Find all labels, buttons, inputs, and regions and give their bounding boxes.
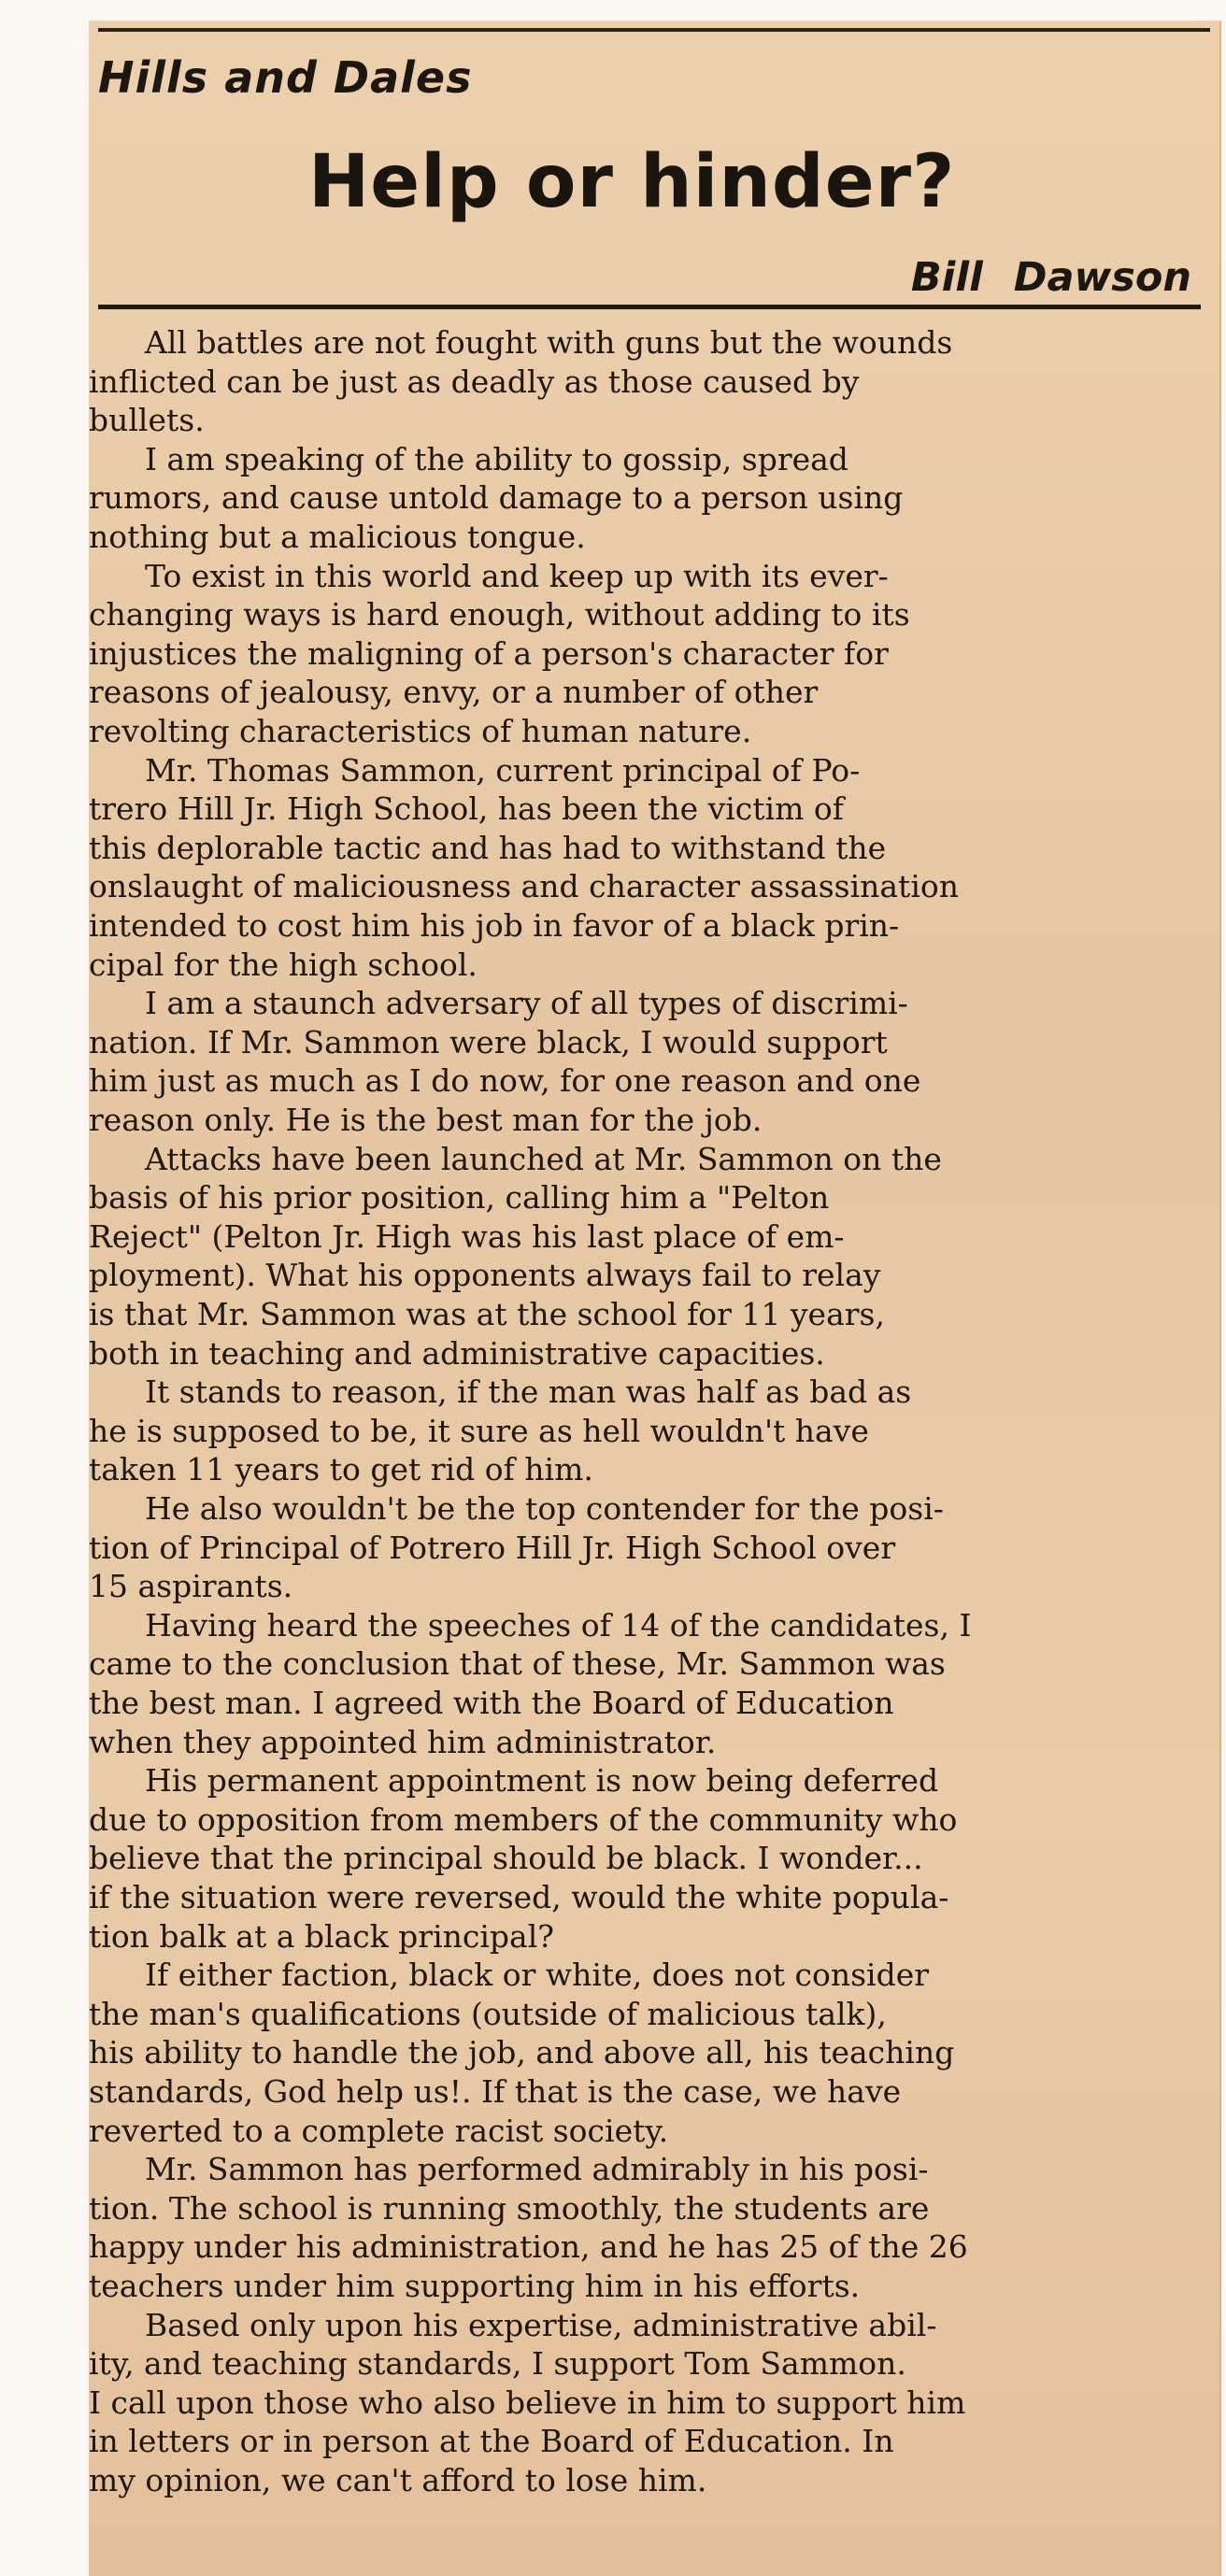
article-line: He also wouldn't be the top contender for the posi- — [145, 1490, 944, 1527]
article-line: ity, and teaching standards, I support Tom Sammon. — [89, 2345, 906, 2382]
article-line: All battles are not fought with guns but the wounds — [145, 324, 953, 361]
article-line: bullets. — [89, 402, 205, 438]
article-line: I am speaking of the ability to gossip, spread — [145, 441, 848, 477]
article-line: tion. The school is running smoothly, the students are — [89, 2190, 930, 2227]
article-line: believe that the principal should be black. I wonder... — [89, 1840, 923, 1876]
article-line: It stands to reason, if the man was half as bad as — [145, 1373, 912, 1410]
article-line: Having heard the speeches of 14 of the candidates, I — [145, 1607, 972, 1644]
article-line: due to opposition from members of the community who — [89, 1801, 958, 1838]
article-line: reasons of jealousy, envy, or a number of other — [89, 674, 819, 710]
article-line: Mr. Sammon has performed admirably in his posi- — [145, 2151, 929, 2187]
article-line: I call upon those who also believe in him to support him — [89, 2384, 966, 2421]
article-line: both in teaching and administrative capacities. — [89, 1335, 825, 1372]
article-line: when they appointed him administrator. — [89, 1724, 717, 1760]
article-line: Mr. Thomas Sammon, current principal of Po- — [145, 752, 861, 789]
article-line: revolting characteristics of human nature. — [89, 713, 752, 749]
article-line: came to the conclusion that of these, Mr. Sammon was — [89, 1645, 946, 1682]
article-line: teachers under him supporting him in his efforts. — [89, 2268, 861, 2304]
article-line: trero Hill Jr. High School, has been the victim of — [89, 790, 844, 827]
article-line: reason only. He is the best man for the job. — [89, 1102, 763, 1138]
article-line: If either faction, black or white, does not consider — [145, 1957, 930, 1993]
article-line: changing ways is hard enough, without adding to its — [89, 596, 910, 633]
newspaper-clipping — [89, 21, 1219, 2576]
article-line: nation. If Mr. Sammon were black, I would support — [89, 1024, 888, 1060]
article-line: Reject" (Pelton Jr. High was his last place of em- — [89, 1218, 845, 1255]
article-line: if the situation were reversed, would the white popula- — [89, 1879, 949, 1915]
article-line: he is supposed to be, it sure as hell wouldn't have — [89, 1413, 869, 1449]
article-line: my opinion, we can't afford to lose him. — [89, 2462, 707, 2498]
article-line: 15 aspirants. — [89, 1568, 293, 1604]
article-line: happy under his administration, and he has 25 of the 26 — [89, 2228, 968, 2265]
article-line: To exist in this world and keep up with its ever- — [145, 558, 889, 594]
article-line: is that Mr. Sammon was at the school for 11 years, — [89, 1296, 885, 1332]
article-line: the man's qualifications (outside of malicious talk), — [89, 1996, 887, 2032]
article-line: inflicted can be just as deadly as those caused by — [89, 363, 860, 400]
article-line: this deplorable tactic and has had to withstand the — [89, 830, 887, 866]
article-line: standards, God help us!. If that is the case, we have — [89, 2073, 902, 2110]
article-line: injustices the maligning of a person's character for — [89, 635, 889, 672]
top-rule — [98, 28, 1210, 32]
article-line: His permanent appointment is now being deferred — [145, 1762, 939, 1799]
article-line: tion of Principal of Potrero Hill Jr. High School over — [89, 1530, 896, 1566]
article-line: I am a staunch adversary of all types of discrimi- — [145, 985, 908, 1021]
article-line: reverted to a complete racist society. — [89, 2113, 669, 2149]
article-line: nothing but a malicious tongue. — [89, 519, 586, 555]
byline-rule — [98, 305, 1201, 309]
column-title: Hills and Dales — [98, 52, 473, 103]
article-line: onslaught of maliciousness and character assassination — [89, 868, 959, 904]
article-line: him just as much as I do now, for one reason and one — [89, 1062, 921, 1099]
article-line: Based only upon his expertise, administrative abil- — [145, 2307, 937, 2343]
article-line: the best man. I agreed with the Board of Education — [89, 1685, 894, 1721]
article-line: taken 11 years to get rid of him. — [89, 1451, 593, 1487]
article-line: intended to cost him his job in favor of a black prin- — [89, 907, 900, 944]
article-line: cipal for the high school. — [89, 946, 478, 983]
byline: Bill Dawson — [910, 254, 1191, 301]
article-line: basis of his prior position, calling him a "Pelton — [89, 1179, 830, 1216]
article-line: rumors, and cause untold damage to a person using — [89, 479, 904, 516]
article-line: his ability to handle the job, and above all, his teaching — [89, 2034, 955, 2071]
article-line: Attacks have been launched at Mr. Sammon on the — [145, 1141, 942, 1177]
article-line: tion balk at a black principal? — [89, 1918, 554, 1955]
headline: Help or hinder? — [308, 140, 956, 224]
article-line: ployment). What his opponents always fail to relay — [89, 1257, 881, 1293]
article-line: in letters or in person at the Board of Education. In — [89, 2423, 894, 2459]
